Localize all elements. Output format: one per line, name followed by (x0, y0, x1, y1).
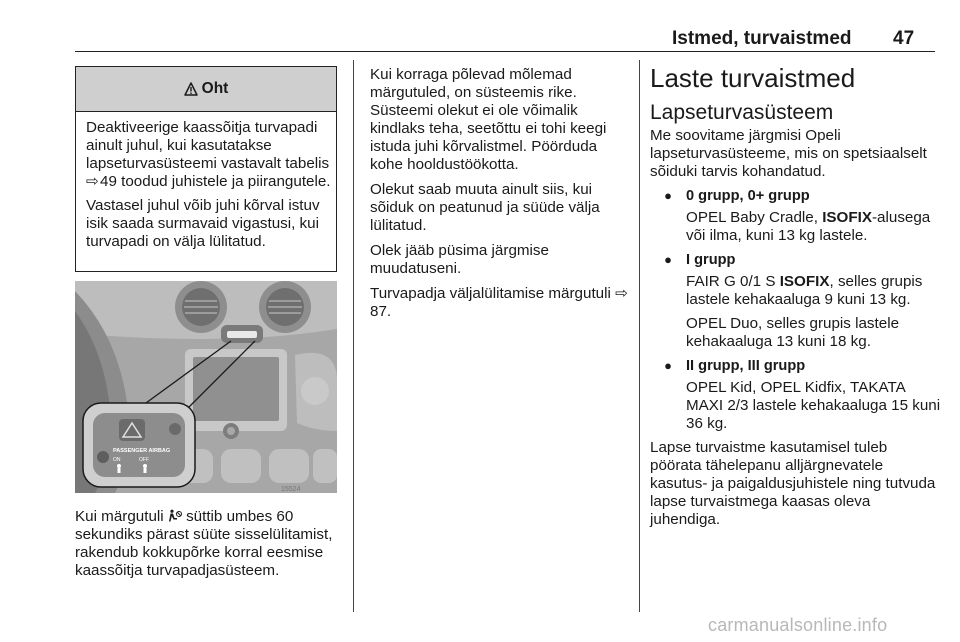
airbag-on-label: ON (113, 457, 121, 463)
group-item (650, 357, 942, 375)
airbag-off-label: OFF (139, 457, 149, 463)
page-reference-link[interactable]: 87. (370, 303, 392, 320)
warning-triangle-icon (184, 82, 198, 96)
group-item (650, 187, 942, 205)
outro-paragraph: Lapse turvaistme kasutamisel tuleb pöörata tähelepanu alljärgnevatele kasutus- ja paigaldusjuhistele ning tutvuda lapse turvaistmega kaasas oleva juhendiga. (650, 439, 936, 528)
middle-column (370, 66, 632, 328)
section-heading: Laste turvaistmed (650, 63, 856, 93)
paragraph: Kui korraga põlevad mõlemad märgutuled, on süsteemis rike. Süsteemi olekut ei ole võimalik kindlaks teha, seetõttu ei tohi keegi istuda juhi kõrvalistmel. Pöörduda kohe hooldustöökotta. (370, 66, 607, 173)
group-item (650, 251, 942, 269)
running-header-title: Istmed, turvaistmed (672, 28, 852, 49)
group-list (650, 187, 942, 433)
bullet-marker: ● (664, 188, 672, 203)
group-title: 0 grupp, 0+ grupp (686, 188, 810, 204)
dashboard-illustration (75, 281, 337, 493)
indicator-description: Kui märgutuli süttib umbes 60 sekundiks pärast süüte sisselülitamist, rakendub kokkupõrke korral eesmise kaassõitja turvapadjasüsteem. (75, 508, 333, 579)
bullet-marker: ● (664, 252, 672, 267)
page-reference-link[interactable]: 49 toodud juhistele ja piirangutele. (100, 173, 331, 190)
column-divider (353, 60, 354, 612)
warning-body (86, 119, 336, 251)
right-column (650, 63, 942, 529)
warning-title: Oht (201, 80, 229, 97)
group-description: OPEL Duo, selles grupis lastele kehakaaluga 13 kuni 18 kg. (686, 315, 900, 350)
reference-arrow-icon: ⇨ (86, 173, 99, 190)
airbag-label: PASSENGER AIRBAG (113, 448, 171, 454)
warning-paragraph: Vastasel juhul võib juhi kõrval istuv isik saada surmavaid vigastusi, kui turvapadi on välja lülitatud. (86, 197, 320, 250)
paragraph: Turvapadja väljalülitamise märgutuli ⇨ 87. (370, 285, 628, 320)
group-description: OPEL Baby Cradle, ISOFIX-alusega või ilma, kuni 13 kg lastele. (686, 209, 931, 244)
paragraph: Olek jääb püsima järgmise muudatuseni. (370, 242, 549, 277)
bullet-marker: ● (664, 358, 672, 373)
intro-paragraph: Me soovitame järgmisi Opeli lapseturvasüsteeme, mis on spetsiaalselt sõiduki tarvis kohandatud. (650, 127, 927, 180)
group-description: OPEL Kid, OPEL Kidfix, TAKATA MAXI 2/3 lastele kehakaaluga 15 kuni 36 kg. (686, 379, 941, 432)
header-rule (75, 51, 935, 52)
warning-header (76, 67, 336, 112)
subsection-heading: Lapseturvasüsteem (650, 101, 834, 124)
group-title: II grupp, III grupp (686, 358, 806, 374)
page-number: 47 (893, 28, 915, 49)
figure-reference: 15524 (281, 486, 301, 493)
airbag-off-indicator-icon (168, 509, 182, 522)
reference-arrow-icon: ⇨ (615, 285, 628, 302)
paragraph: Olekut saab muuta ainult siis, kui sõiduk on peatunud ja süüde välja lülitatud. (370, 181, 600, 234)
column-divider (639, 60, 640, 612)
group-description: FAIR G 0/1 S ISOFIX, selles grupis lastele kehakaaluga 9 kuni 13 kg. (686, 273, 923, 308)
warning-box (75, 66, 337, 272)
watermark: carmanualsonline.info (708, 615, 888, 635)
group-title: I grupp (686, 252, 736, 268)
warning-paragraph: Deaktiveerige kaassõitja turvapadi ainult juhul, kui kasutatakse lapseturvasüsteemi vastavalt tabelis ⇨ 49 toodud juhistele ja piirangutele. (86, 119, 331, 190)
